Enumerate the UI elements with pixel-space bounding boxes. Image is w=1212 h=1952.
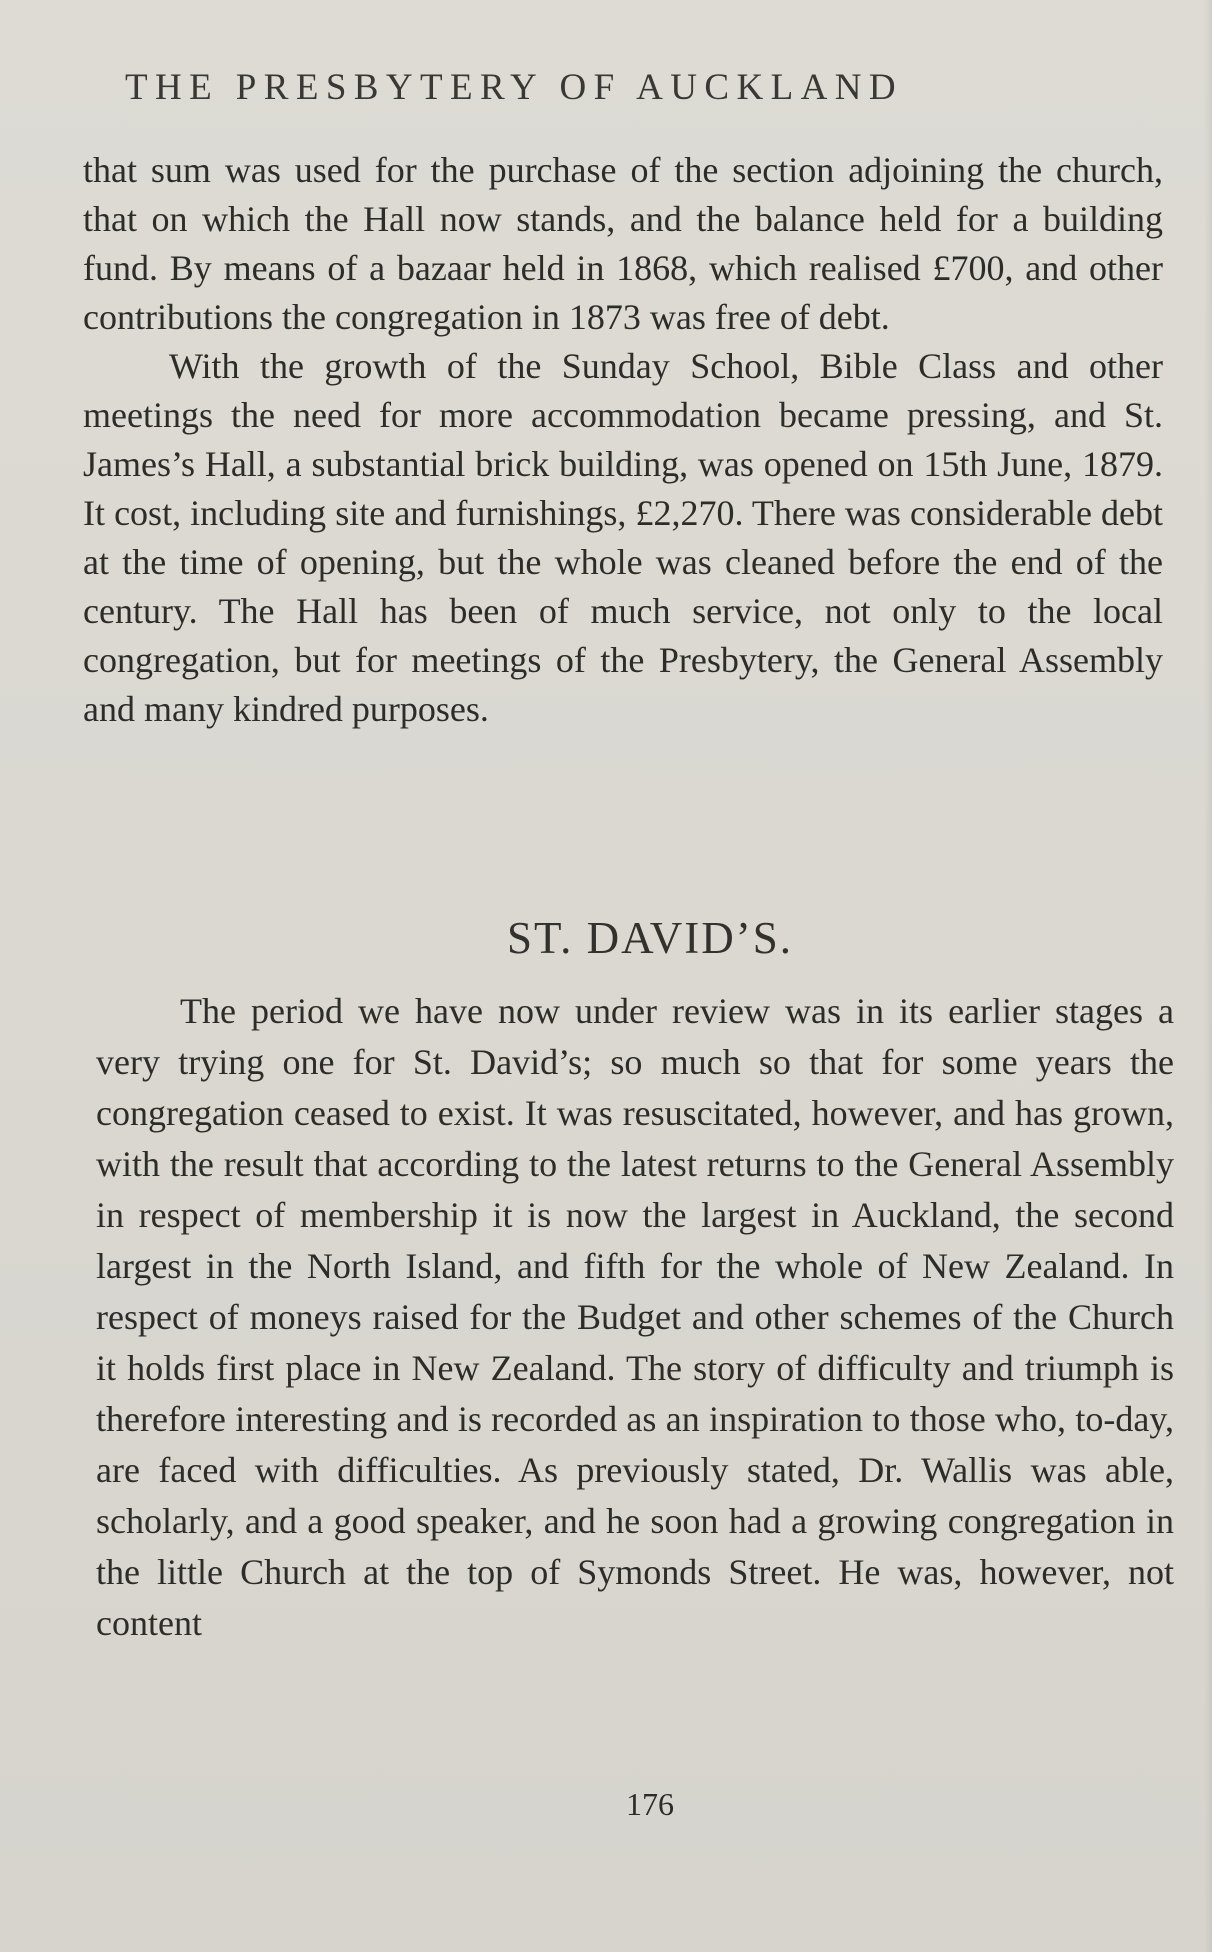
section-title: ST. DAVID’S. bbox=[506, 913, 794, 963]
body-text bbox=[83, 146, 1163, 734]
paragraph-st-davids: The period we have now under review was in its earlier stages a very trying one for St. David’s; so much so that for some years the congregation ceased to exist. It was resuscitated, however, and has grown, with the result that according to the latest returns to the General Assembly in respect of membership it is now the largest in Auckland, the second largest in the North Island, and fifth for the whole of New Zealand. In respect of moneys raised for the Budget and other schemes of the Church it holds first place in New Zealand. The story of difficulty and triumph is therefore interesting and is recorded as an inspiration to those who, to-day, are faced with difficulties. As previously stated, Dr. Wallis was able, scholarly, and a good speaker, and he soon had a growing congregation in the little Church at the top of Symonds Street. He was, however, not content bbox=[96, 991, 1174, 1643]
page-edge-shadow bbox=[1204, 0, 1212, 1952]
paragraph-st-james-hall: With the growth of the Sunday School, Bible Class and other meetings the need for more accommodation became pressing, and St. James’s Hall, a substantial brick building, was opened on 15th June, 1879. It cost, including site and furnishings, £2,270. There was considerable debt at the time of opening, but the whole was cleaned before the end of the century. The Hall has been of much service, not only to the local congregation, but for meetings of the Presbytery, the General Assembly and many kindred purposes. bbox=[83, 346, 1163, 729]
page-number: 176 bbox=[626, 1786, 674, 1822]
paragraph-building-fund: that sum was used for the purchase of the section adjoining the church, that on which the Hall now stands, and the balance held for a building fund. By means of a bazaar held in 1868, which realised £700, and other contributions the congregation in 1873 was free of debt. bbox=[83, 150, 1163, 337]
running-head: THE PRESBYTERY OF AUCKLAND bbox=[125, 67, 903, 108]
section-body-text bbox=[96, 986, 1174, 1649]
